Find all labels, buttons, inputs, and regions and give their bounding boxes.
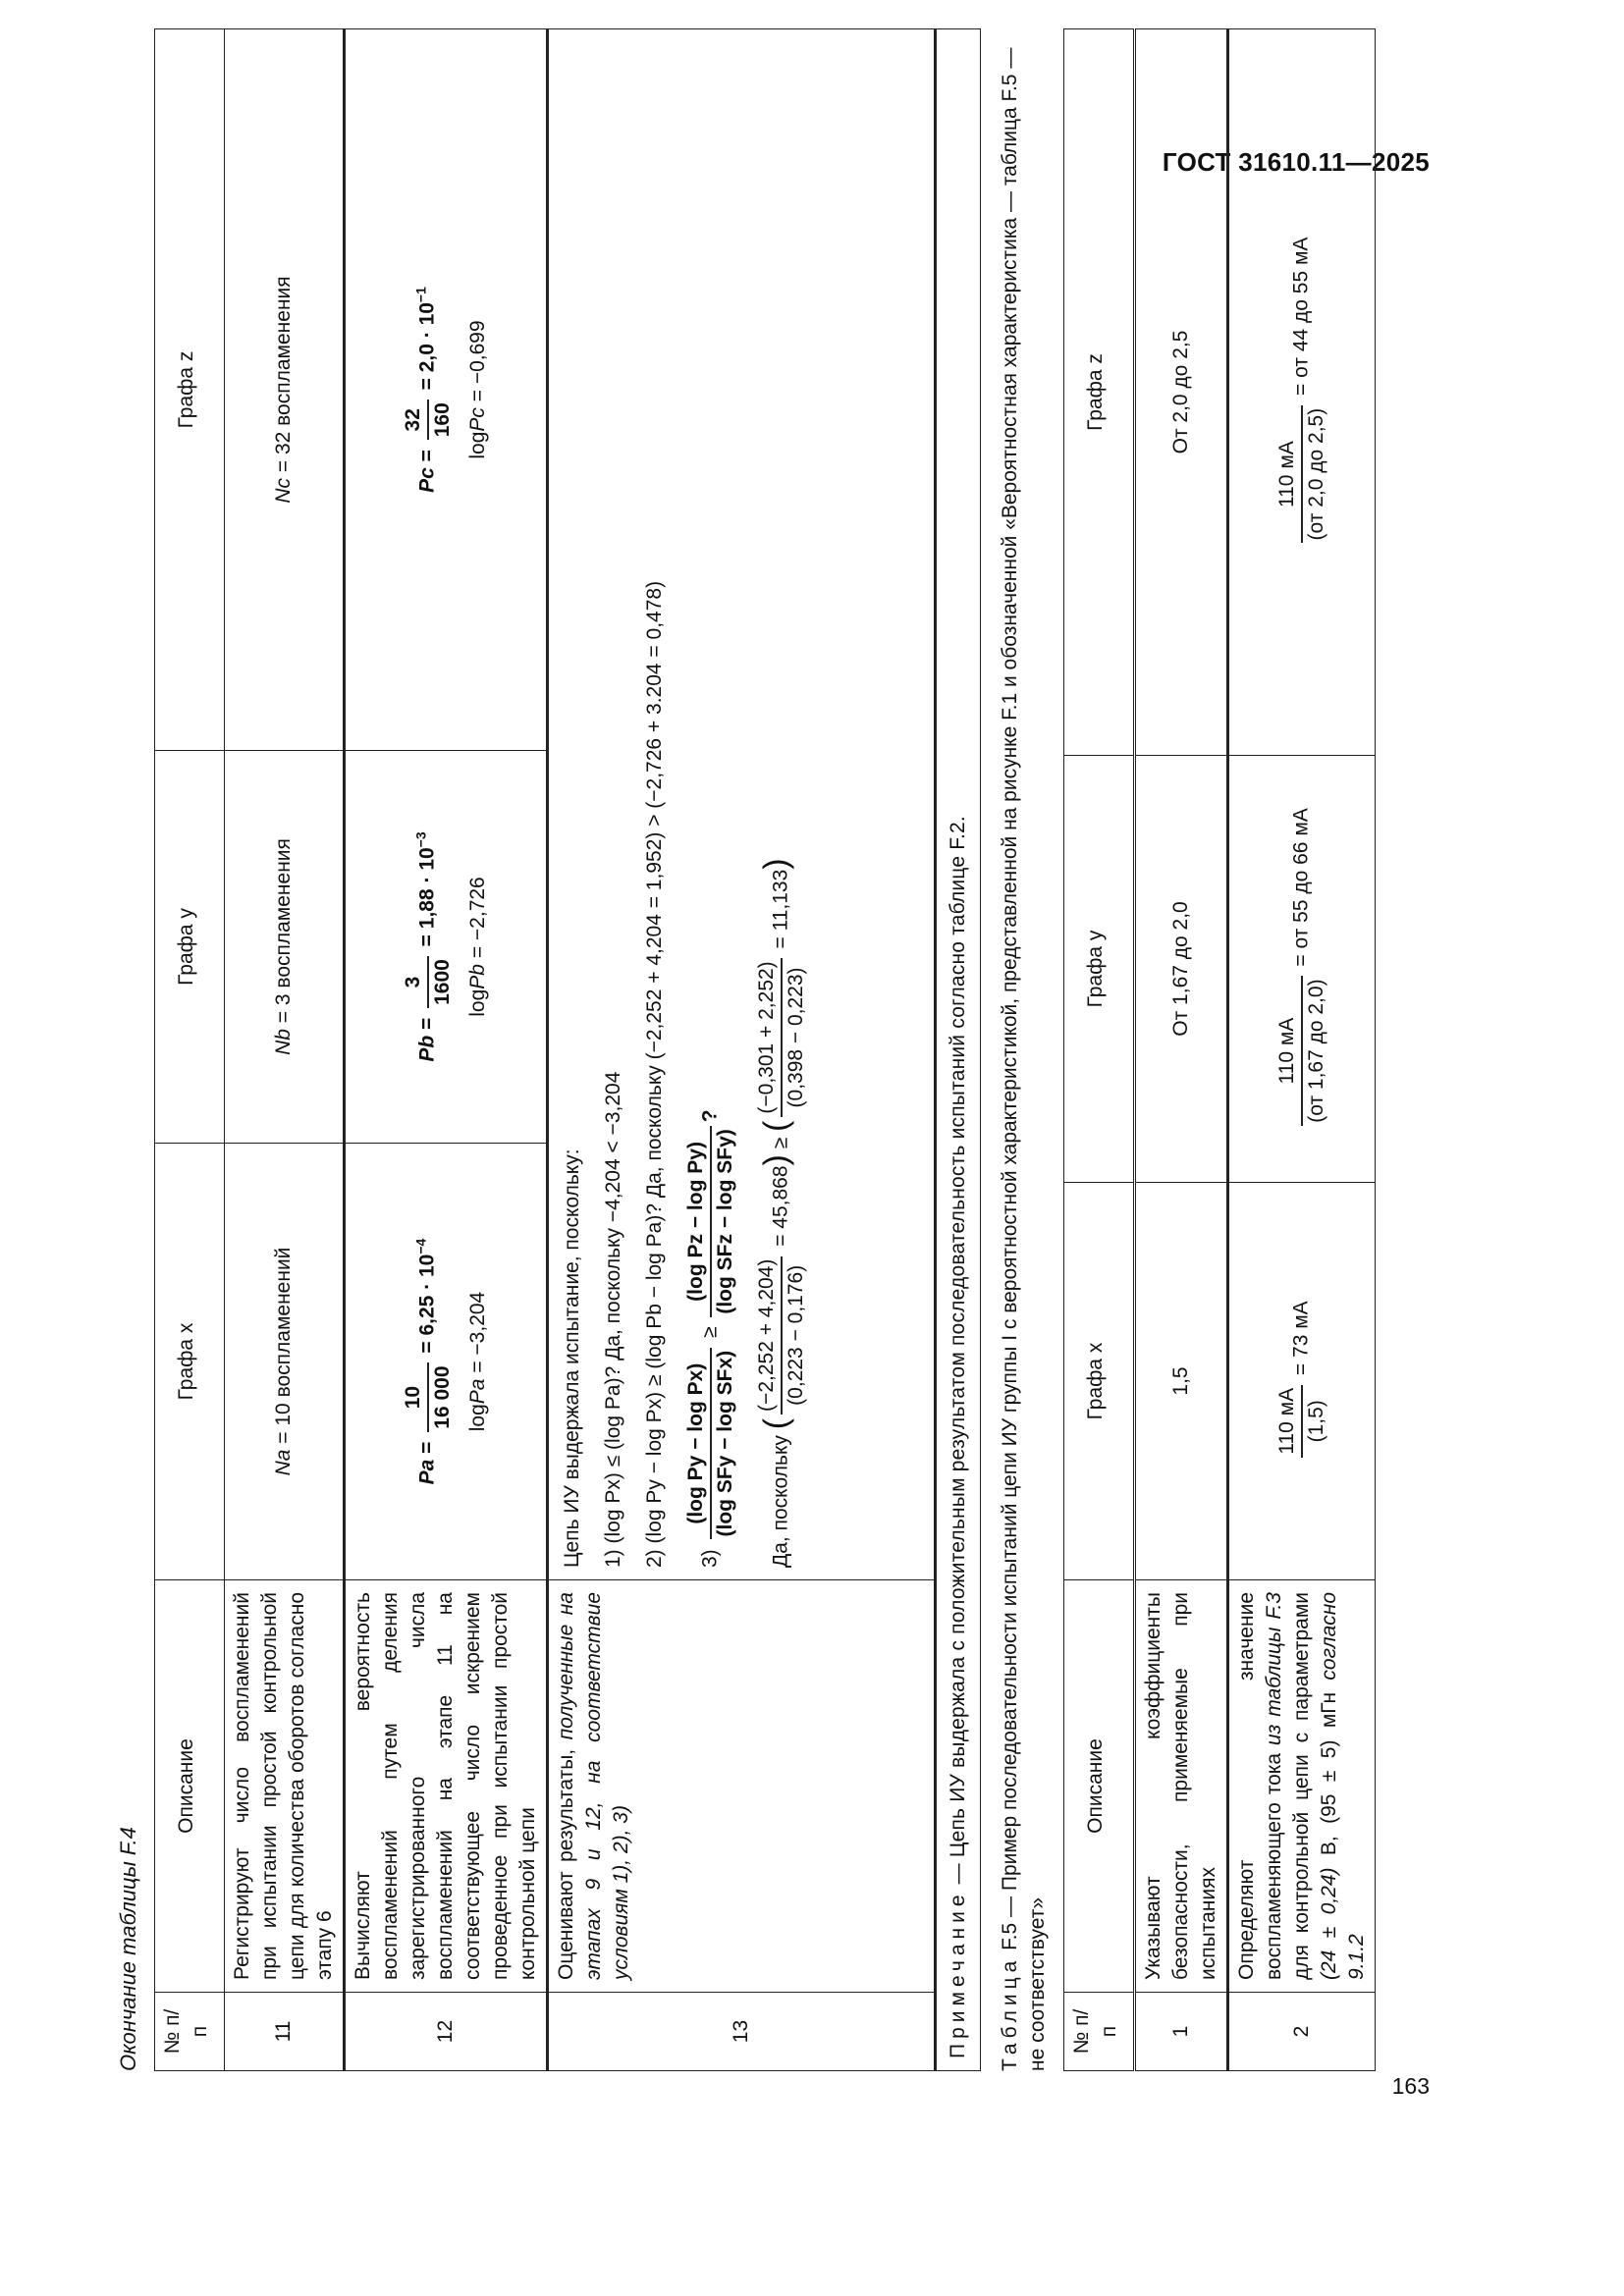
cell-z: От 2,0 до 2,5 [1135, 29, 1228, 756]
standard-header: ГОСТ 31610.11—2025 [1162, 147, 1430, 177]
cell-y: 110 мА (от 1,67 до 2,0) = от 55 до 66 мА [1228, 756, 1376, 1183]
table-f4-end [154, 28, 981, 2071]
row-desc: Указывают коэффициенты безопасности, применяемые при испытаниях [1135, 1580, 1228, 1993]
table1-caption: Окончание таблицы F.4 [116, 1827, 140, 2071]
col-x: Графа x [155, 1144, 219, 1580]
table-f5 [1063, 28, 1376, 2071]
cell-z: 110 мА (от 2,0 до 2,5) = от 44 до 55 мА [1228, 29, 1376, 756]
cell-y: Nb = 3 воспламенения [225, 751, 345, 1144]
cell-y: Pb = 3 1600 = $1,88 \cdot 10^{-3}$ logPb = −2,726 [345, 751, 548, 1144]
cell-z: Nc = 32 воспламенения [225, 29, 345, 751]
row-desc: Регистрируют число воспламенений при испытании простой контрольной цепи для количества оборотов согласно этапу 6 [225, 1580, 345, 1993]
row-desc: Оценивают результаты, полученные на этапах 9 и 12, на соответствие условиям 1), 2), 3) [548, 1580, 936, 1993]
table-row [225, 29, 345, 2071]
cell-y: От 1,67 до 2,0 [1135, 756, 1228, 1183]
row-desc: Вычисляют вероятность воспламенений путем деления зарегистрированного числа воспламенений на этапе 11 на соответствующее число искрением проведенное при испытании простой контрольной цепи [345, 1580, 548, 1993]
table-row [1135, 29, 1228, 2071]
row-num: 12 [345, 1993, 548, 2071]
note-row [936, 29, 981, 2071]
row-desc: Определяют значение воспламеняющего тока из таблицы F.3 для контрольной цепи с параметрами (24 ± 0,24) В, (95 ± 5) мГн согласно 9.1.2 [1228, 1580, 1376, 1993]
page-number: 163 [1391, 2073, 1430, 2099]
cell-x: Na = 10 воспламенений [225, 1144, 345, 1580]
condition-3: 3) (log Py − log Px) (log SFy − log SFx) ≥ (log Pz − log Py) (log SFz − log SFy) ? [684, 1109, 736, 1568]
col-z: Графа z [1064, 29, 1128, 756]
cell-x: Pa = 10 16 000 = $6,25 \cdot 10^{-4}$ logPa = −3,204 [345, 1144, 548, 1580]
condition-1: 1) (log Px) ≤ (log Pa)? Да, поскольку −4,204 < −3,204 [602, 1071, 624, 1568]
col-desc: Описание [155, 1580, 219, 1993]
cell-x: 1,5 [1135, 1183, 1228, 1580]
cell-z: Pc = 32 160 = $2,0 \cdot 10^{-1}$ logPc = −0,699 [345, 29, 548, 751]
table-row [345, 29, 548, 2071]
row-num: 11 [225, 1993, 345, 2071]
col-num: № п/п [155, 1993, 219, 2071]
col-y: Графа y [155, 751, 219, 1144]
table1-header-row [155, 29, 219, 2071]
table1-note: Примечание — Цепь ИУ выдержала с положительным результатом последовательность испытаний согласно таблице F.2. [936, 29, 981, 2071]
row-num: 2 [1228, 1993, 1376, 2071]
col-x: Графа x [1064, 1183, 1128, 1580]
table-row [1228, 29, 1376, 2071]
cell-x: 110 мА (1,5) = 73 мА [1228, 1183, 1376, 1580]
row-num: 1 [1135, 1993, 1228, 2071]
col-desc: Описание [1064, 1580, 1128, 1993]
rotated-page-content [108, 10, 1483, 2071]
evaluation-cell [548, 29, 936, 1580]
col-y: Графа y [1064, 756, 1128, 1183]
row-num: 13 [548, 1993, 936, 2071]
condition-2: 2) (log Py − log Px) ≥ (log Pb − log Pa)? Да, поскольку (−2,252 + 4,204 = 1,952) > (−2,726 + 3.204 = 0,478) [643, 580, 666, 1568]
verdict-text: Цепь ИУ выдержала испытание, поскольку: [561, 1148, 583, 1568]
condition-3-answer: Да, поскольку ( (−2,252 + 4,204) (0,223 − 0,176) = 45,868) ≥ ( (−0,301 + 2,252) (0,398 − 0,223) = 11,133) [755, 858, 807, 1568]
table2-header-row [1064, 29, 1128, 2071]
table-row [548, 29, 936, 2071]
col-num: № п/п [1064, 1993, 1128, 2071]
col-z: Графа z [155, 29, 219, 751]
table2-caption: Таблица F.5 — Пример последовательности испытаний цепи ИУ группы I с вероятностной характеристикой, представленной на рисунке F.1 и обозначенной «Вероятностная характеристика — таблица F.5 — не соответствует» [999, 47, 1049, 2071]
